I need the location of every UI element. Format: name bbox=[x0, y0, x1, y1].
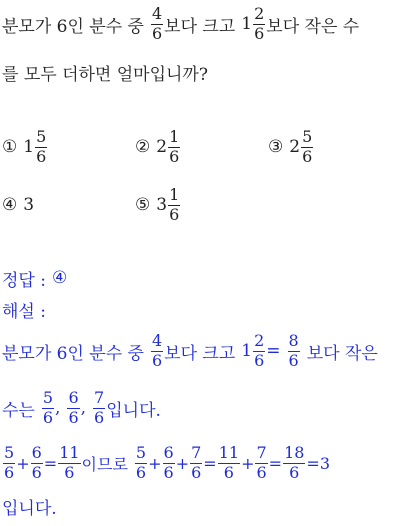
equals-sign: = bbox=[268, 453, 283, 473]
plus-sign: + bbox=[241, 453, 255, 473]
fraction-i: $\frac{18}{6}$ bbox=[284, 442, 305, 482]
fraction-f: $\frac{7}{6}$ bbox=[191, 442, 202, 482]
option-fraction: $\frac{1}{6}$ bbox=[169, 126, 180, 166]
answer-value: ④ bbox=[51, 268, 68, 288]
question-text-4: 를 모두 더하면 얼마입니까? bbox=[2, 64, 208, 85]
question-line-2 bbox=[2, 52, 208, 92]
fraction-4-6: $\frac{4}{6}$ bbox=[151, 3, 163, 43]
option-4[interactable] bbox=[2, 185, 34, 225]
option-whole: 3 bbox=[23, 195, 35, 215]
equals-sign: = bbox=[203, 453, 217, 473]
plus-sign: + bbox=[175, 453, 190, 473]
explanation-text: 입니다. bbox=[2, 498, 57, 519]
option-whole: 2 bbox=[156, 137, 168, 157]
fraction-8-6: $\frac{8}{6}$ bbox=[288, 330, 299, 370]
fraction-5-6: $\frac{5}{6}$ bbox=[42, 387, 54, 427]
fraction-g: $\frac{11}{6}$ bbox=[218, 442, 240, 482]
option-1[interactable] bbox=[2, 127, 48, 167]
option-2[interactable] bbox=[135, 127, 181, 167]
question-line-1 bbox=[2, 4, 359, 44]
explanation-line-2 bbox=[2, 388, 161, 428]
option-3[interactable] bbox=[268, 127, 314, 167]
plus-sign: + bbox=[16, 453, 30, 473]
explanation-text: 입니다. bbox=[106, 400, 161, 421]
equals-sign: = bbox=[306, 453, 320, 473]
fraction-e: $\frac{6}{6}$ bbox=[163, 442, 174, 482]
result-value: 3 bbox=[319, 453, 331, 473]
option-5[interactable] bbox=[135, 185, 181, 225]
mixed-number-fraction: $\frac{2}{6}$ bbox=[254, 3, 265, 43]
mixed-number-fraction: $\frac{2}{6}$ bbox=[254, 330, 265, 370]
question-text-1: 분모가 6인 분수 중 bbox=[2, 16, 144, 37]
explanation-text: 수는 bbox=[2, 400, 35, 421]
fraction-b: $\frac{6}{6}$ bbox=[31, 442, 42, 482]
mixed-number-whole: 1 bbox=[241, 341, 253, 361]
explanation-line-4 bbox=[2, 486, 57, 526]
option-mark: ② bbox=[135, 137, 151, 157]
mixed-number-whole: 1 bbox=[241, 14, 253, 34]
fraction-7-6: $\frac{7}{6}$ bbox=[94, 387, 105, 427]
explanation-text: 이므로 bbox=[81, 454, 128, 474]
option-fraction: $\frac{5}{6}$ bbox=[302, 126, 313, 166]
fraction-4-6: $\frac{4}{6}$ bbox=[151, 330, 163, 370]
explanation-line-3 bbox=[2, 443, 330, 483]
question-text-2: 보다 크고 bbox=[164, 16, 236, 37]
explanation-label: 해설 : bbox=[2, 301, 46, 322]
fraction-a: $\frac{5}{6}$ bbox=[4, 442, 15, 482]
fraction-h: $\frac{7}{6}$ bbox=[256, 442, 267, 482]
fraction-d: $\frac{5}{6}$ bbox=[135, 442, 147, 482]
explanation-text: 분모가 6인 분수 중 bbox=[2, 343, 144, 364]
option-mark: ③ bbox=[268, 137, 284, 157]
option-mark: ④ bbox=[2, 195, 18, 215]
option-whole: 1 bbox=[23, 137, 35, 157]
option-whole: 2 bbox=[289, 137, 301, 157]
comma: , bbox=[80, 398, 87, 418]
question-text-3: 보다 작은 수 bbox=[266, 16, 360, 37]
equals-sign: = bbox=[43, 453, 58, 473]
fraction-6-6: $\frac{6}{6}$ bbox=[68, 387, 79, 427]
option-fraction: $\frac{5}{6}$ bbox=[36, 126, 47, 166]
explanation-title bbox=[2, 289, 46, 329]
explanation-text: 보다 작은 bbox=[306, 343, 378, 364]
equals-sign: = bbox=[266, 341, 281, 361]
option-whole: 3 bbox=[156, 195, 168, 215]
option-mark: ⑤ bbox=[135, 195, 151, 215]
comma: , bbox=[55, 398, 61, 418]
plus-sign: + bbox=[148, 453, 162, 473]
option-mark: ① bbox=[2, 137, 18, 157]
explanation-line-1 bbox=[2, 331, 378, 371]
option-fraction: $\frac{1}{6}$ bbox=[169, 184, 180, 224]
answer-label: 정답 : bbox=[2, 270, 46, 291]
fraction-c: $\frac{11}{6}$ bbox=[59, 442, 80, 482]
explanation-text: 보다 크고 bbox=[164, 343, 236, 364]
